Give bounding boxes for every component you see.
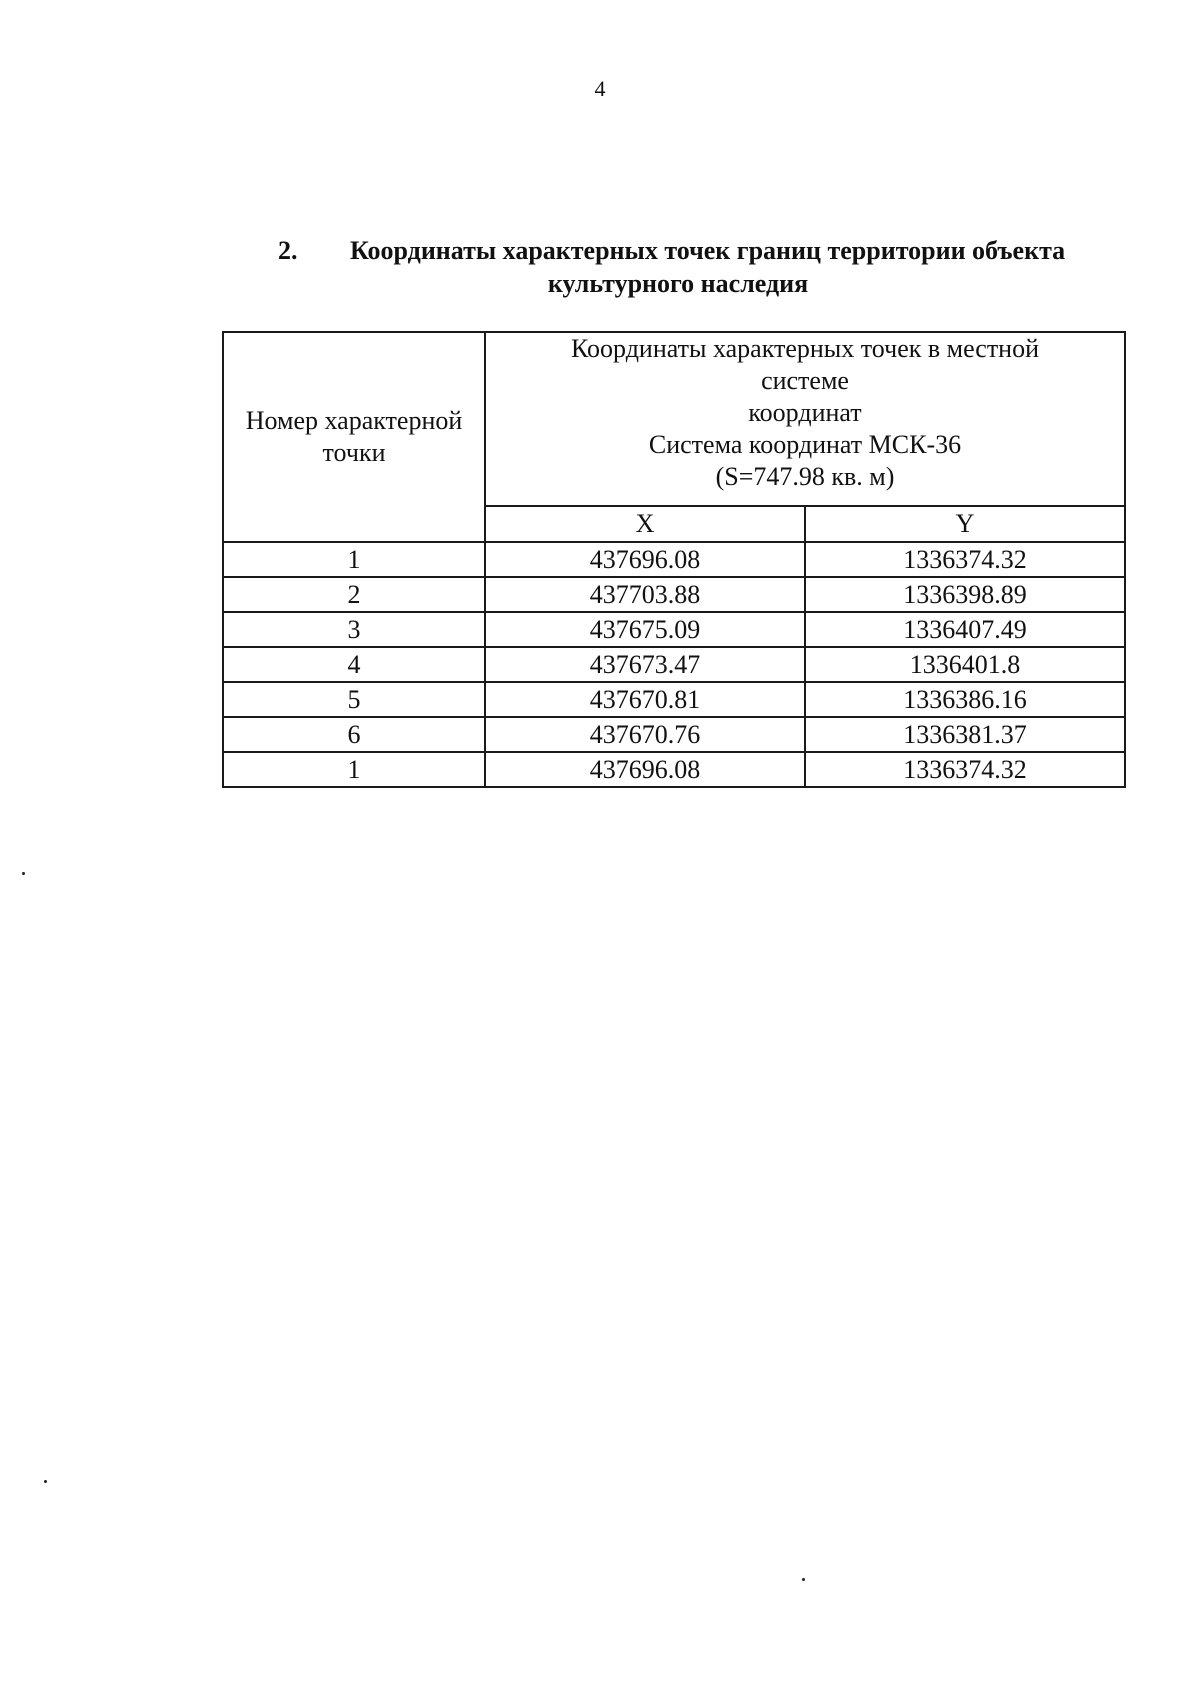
section-number: 2.: [278, 236, 298, 265]
cell-x: 437670.76: [485, 717, 805, 752]
table-row: [223, 682, 1125, 717]
cell-point: 4: [223, 647, 485, 682]
scan-speck: [802, 1578, 805, 1581]
table-row: [223, 542, 1125, 577]
cell-point: 3: [223, 612, 485, 647]
cell-x: 437673.47: [485, 647, 805, 682]
header-coordinates-line-1: Координаты характерных точек в местной: [571, 334, 1040, 363]
cell-x: 437696.08: [485, 752, 805, 787]
table-row: [223, 647, 1125, 682]
cell-y: 1336381.37: [805, 717, 1125, 752]
header-point-number-line-1: Номер характерной: [245, 406, 463, 435]
cell-y: 1336398.89: [805, 577, 1125, 612]
scan-speck: [22, 872, 25, 875]
header-coordinates-line-2: системе: [761, 366, 849, 395]
header-point-number-line-2: точки: [322, 438, 386, 467]
coordinates-table: [222, 331, 1126, 788]
table-row: [223, 717, 1125, 752]
section-title-line-1: Координаты характерных точек границ территории объекта: [350, 236, 1066, 265]
header-coordinates-line-3: координат: [748, 398, 862, 427]
cell-y: 1336386.16: [805, 682, 1125, 717]
cell-x: 437675.09: [485, 612, 805, 647]
header-coordinates-line-4: Система координат МСК-36: [648, 430, 962, 459]
header-x: X: [485, 506, 805, 542]
cell-y: 1336407.49: [805, 612, 1125, 647]
header-point-number: [223, 332, 485, 542]
cell-point: 1: [223, 542, 485, 577]
cell-point: 2: [223, 577, 485, 612]
table-row: [223, 612, 1125, 647]
cell-x: 437670.81: [485, 682, 805, 717]
section-title-line-2: культурного наследия: [547, 269, 809, 298]
cell-x: 437703.88: [485, 577, 805, 612]
cell-y: 1336374.32: [805, 752, 1125, 787]
table-row: [223, 752, 1125, 787]
cell-y: 1336374.32: [805, 542, 1125, 577]
scan-speck: [44, 1480, 47, 1483]
cell-point: 6: [223, 717, 485, 752]
cell-point: 5: [223, 682, 485, 717]
page-number: 4: [594, 76, 606, 101]
cell-point: 1: [223, 752, 485, 787]
header-coordinates: [485, 332, 1125, 506]
header-y: Y: [805, 506, 1125, 542]
cell-x: 437696.08: [485, 542, 805, 577]
header-coordinates-line-5: (S=747.98 кв. м): [715, 462, 895, 491]
cell-y: 1336401.8: [805, 647, 1125, 682]
table-row: [223, 577, 1125, 612]
